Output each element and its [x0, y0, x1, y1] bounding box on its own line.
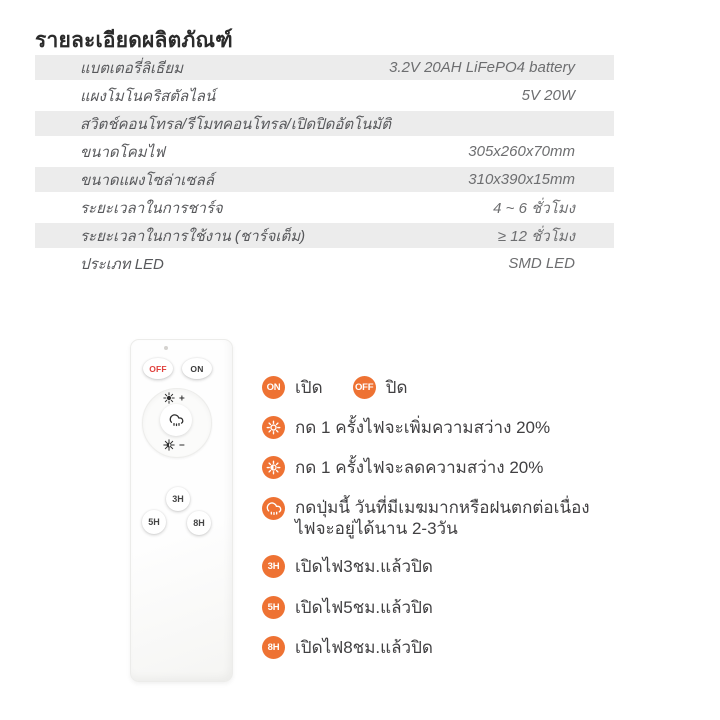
remote-dial — [142, 388, 212, 458]
spec-value: 3.2V 20AH LiFePO4 battery — [389, 59, 575, 76]
legend-row-brightness-down — [262, 456, 543, 479]
table-row — [35, 195, 614, 220]
spec-label: แบตเตอรี่ลิเธียม — [80, 59, 184, 77]
table-row — [35, 139, 614, 164]
table-row — [35, 223, 614, 248]
rain-mode-button — [160, 404, 192, 436]
spec-label: ขนาดโคมไฟ — [80, 143, 165, 161]
remote-timer-3h-button: 3H — [166, 487, 190, 511]
remote-timer-5h-button: 5H — [142, 510, 166, 534]
spec-label: สวิตช์คอนโทรล/รีโมทคอนโทรล/เปิดปิดอัตโนมัติ — [80, 115, 392, 133]
brightness-down-badge — [262, 456, 285, 479]
brightness-up-badge — [262, 416, 285, 439]
legend-row-on-off — [262, 376, 408, 399]
spec-label: ขนาดแผงโซล่าเซลล์ — [80, 171, 214, 189]
cloud-rain-icon — [169, 413, 184, 428]
spec-value: ≥ 12 ชั่วโมง — [497, 227, 575, 245]
spec-value: 4 ~ 6 ชั่วโมง — [493, 199, 575, 217]
legend-text-line1: กดปุ่มนี้ วันที่มีเมฆมากหรือฝนตกต่อเนื่อง — [295, 498, 590, 517]
spec-value: SMD LED — [508, 255, 575, 272]
timer-3h-badge: 3H — [262, 555, 285, 578]
legend-text: เปิดไฟ5ชม.แล้วปิด — [295, 598, 433, 617]
table-row — [35, 83, 614, 108]
table-row — [35, 111, 614, 136]
ir-led-dot — [164, 346, 168, 350]
legend-text: ปิด — [385, 378, 408, 397]
on-badge: ON — [262, 376, 285, 399]
legend-row-rain-mode — [262, 497, 590, 539]
spec-value: 310x390x15mm — [468, 171, 575, 188]
remote-control-illustration — [130, 339, 233, 682]
timer-5h-badge: 5H — [262, 596, 285, 619]
spec-label: แผงโมโนคริสตัลไลน์ — [80, 87, 216, 105]
legend-text: กด 1 ครั้งไฟจะลดความสว่าง 20% — [295, 458, 544, 477]
spec-label: ประเภท LED — [80, 255, 164, 273]
legend-text — [295, 497, 590, 539]
legend-text: เปิดไฟ8ชม.แล้วปิด — [295, 638, 433, 657]
legend-text: กด 1 ครั้งไฟจะเพิ่มความสว่าง 20% — [295, 418, 551, 437]
spec-label: ระยะเวลาในการใช้งาน (ชาร์จเต็ม) — [80, 227, 306, 245]
legend-row-timer-3h — [262, 555, 433, 578]
legend-row-timer-5h — [262, 596, 433, 619]
legend-row-brightness-up — [262, 416, 550, 439]
cloud-rain-icon — [266, 501, 282, 517]
remote-on-button: ON — [182, 358, 212, 379]
timer-8h-badge: 8H — [262, 636, 285, 659]
brightness-up-icon — [162, 392, 188, 404]
legend-row-timer-8h — [262, 636, 433, 659]
legend-text: เปิด — [295, 378, 323, 397]
sun-bright-icon — [266, 420, 281, 435]
table-row — [35, 167, 614, 192]
rain-mode-badge — [262, 497, 285, 520]
remote-off-button: OFF — [143, 358, 173, 379]
table-row — [35, 55, 614, 80]
sun-dim-icon — [266, 460, 281, 475]
legend-text-line2: ไฟจะอยู่ได้นาน 2-3วัน — [295, 519, 458, 538]
table-row — [35, 251, 614, 276]
brightness-down-icon — [162, 439, 188, 451]
spec-value: 305x260x70mm — [468, 143, 575, 160]
spec-table — [35, 55, 614, 279]
spec-value: 5V 20W — [521, 87, 575, 104]
spec-label: ระยะเวลาในการชาร์จ — [80, 199, 223, 217]
legend-text: เปิดไฟ3ชม.แล้วปิด — [295, 557, 433, 576]
page-title: รายละเอียดผลิตภัณฑ์ — [35, 29, 233, 52]
off-badge: OFF — [353, 376, 376, 399]
remote-timer-8h-button: 8H — [187, 511, 211, 535]
